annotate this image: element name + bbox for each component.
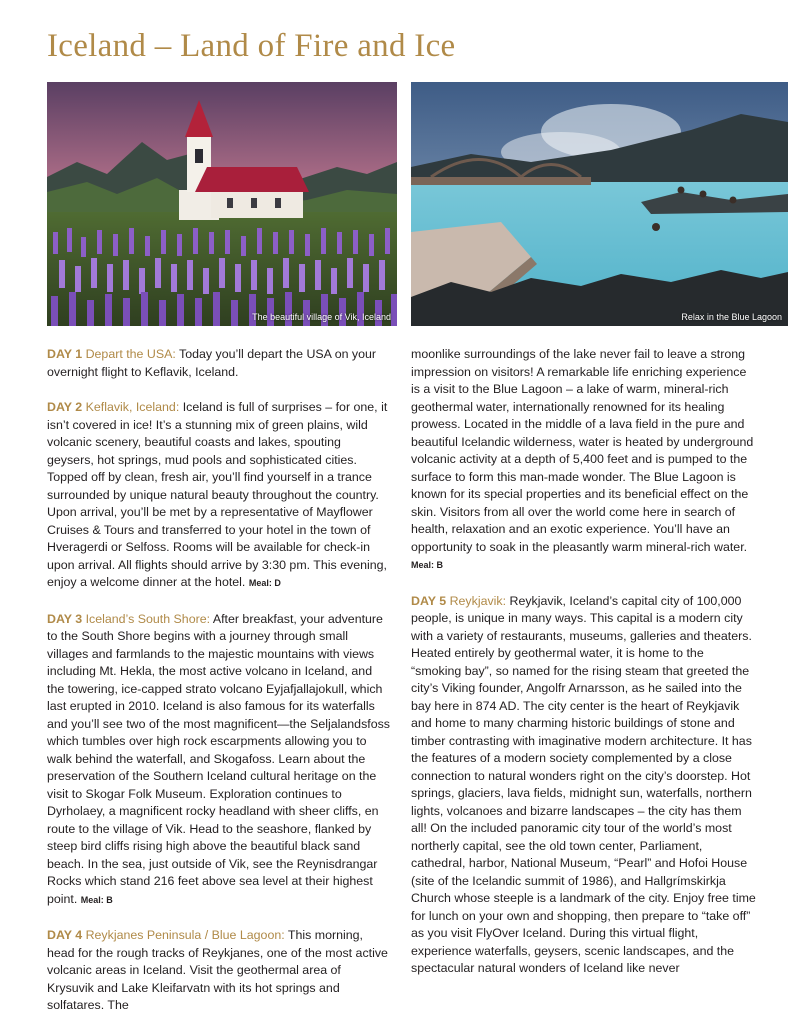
itinerary-day-2 — [47, 399, 390, 593]
day-body: Reykjavik, Iceland’s capital city of 100,000 people, is unique in many ways. This capital is a modern city with a variety of restaurants, museums, galleries and theaters. Heated entirely by geothermal water, it is home to the “smoking bay”, so named for the rising steam that greeted the city’s Viking founder, Angolfr Arnarsson, as he sailed into the bay here in 874 AD. The city center is the heart of Reykjavik and home to many charming historic buildings of stone and timber contrasting with imaginative modern architecture. It has the features of a modern society complemented by a close connection to natural wonders right on the city’s doorstep. Hot springs, glaciers, lava fields, midnight sun, waterfalls, northern lights, volcanoes and bizarre landscapes – the city has them all! On the included panoramic city tour of the world’s most northerly capital, see the old town center, Parliament, cathedral, harbor, National Museum, “Pearl” and Hofoi House (site of the Icelandic summit of 1986), and Hallgrímskirkja Church whose steeple is a landmark of the city. Enjoy free time for lunch on your own and shopping, then prepare to “take off” as you visit FlyOver Iceland. During this virtual flight, experience waterfalls, geysers, scenic landscapes, and the spectacular natural wonders of Iceland like never — [411, 593, 756, 975]
photo-caption: Relax in the Blue Lagoon — [681, 312, 782, 322]
day-title: Reykjavik: — [449, 593, 507, 608]
day-label: DAY 1 — [47, 347, 83, 361]
day-label: DAY 4 — [47, 928, 83, 942]
blue-lagoon-illustration — [411, 82, 788, 326]
day-body: Today you’ll depart the USA on your overnight flight to Keflavik, Iceland. — [47, 347, 377, 379]
meal-code: Meal: B — [411, 560, 444, 570]
itinerary-column-left — [47, 346, 390, 1033]
day-title: Keflavik, Iceland: — [85, 400, 180, 414]
day-title: Iceland’s South Shore: — [85, 611, 211, 626]
day-title: Reykjanes Peninsula / Blue Lagoon: — [85, 928, 285, 942]
itinerary-day-4-continued — [411, 346, 756, 575]
page-title: Iceland – Land of Fire and Ice — [47, 28, 456, 64]
day-label: DAY 5 — [411, 593, 447, 608]
day-label: DAY 2 — [47, 400, 83, 414]
day-body: Iceland is full of surprises – for one, it isn’t covered in ice! It’s a stunning mix of green plains, wild volcanic scenery, beautiful coasts and lakes, spouting geysers, hot springs, mud pools and sophisticated cities. Topped off by clean, fresh air, you’ll find yourself in a trance surrounded by unique natural beauty throughout the country. Upon arrival, you’ll be met by a representative of Mayflower Cruises & Tours and transferred to your hotel in the town of Hveragerdi or Selfoss. Rooms will be available for check-in upon arrival. All flights should arrive by 3:30 pm. This evening, enjoy a welcome dinner at the hotel. — [47, 400, 388, 589]
vik-church-illustration — [47, 82, 397, 326]
day-body: After breakfast, your adventure to the South Shore begins with a journey through small villages and farmlands to the majestic mountains with views including Mt. Hekla, the most active volcano in Iceland, and the towering, ice-capped strato volcano Eyjafjallajokull, which last erupted in 2010. Iceland is also famous for its waterfalls and you’ll see two of the most magnificent—the Seljalandsfoss which tumbles over high rock escarpments allowing you to walk behind the waterfall, and Skogafoss. Learn about the preservation of the Southern Iceland cultural heritage on the visit to Skogar Folk Museum. Exploration continues to Dyrholaey, a magnificent rocky headland with sheer cliffs, en route to the village of Vik. Head to the seashore, flanked by steep bird cliffs rising high above the beautiful black sand beach. In the sea, just outside of Vik, see the Reynisdrangar Rocks which stand 216 feet above sea level at their highest point. — [47, 611, 390, 906]
itinerary-day-5 — [411, 593, 756, 978]
meal-code: Meal: B — [80, 894, 113, 905]
itinerary-column-right — [411, 346, 756, 996]
day-label: DAY 3 — [47, 611, 83, 626]
itinerary-day-1 — [47, 346, 390, 381]
itinerary-day-3 — [47, 611, 390, 910]
photo-blue-lagoon — [411, 82, 788, 326]
meal-code: Meal: D — [248, 578, 281, 588]
day-body: This morning, head for the rough tracks of Reykjanes, one of the most active volcanic areas in Iceland. Visit the geothermal area of Krysuvik and Lake Kleifarvatn with its hot springs and solfatares. The — [47, 928, 388, 1012]
day-body: moonlike surroundings of the lake never fail to leave a strong impression on visitors! A remarkable life enriching experience is a visit to the Blue Lagoon – a lake of warm, mineral-rich geothermal water, internationally renowned for its healing prowess. Located in the middle of a lava field in the pure and beautiful Icelandic wilderness, water is heated by underground volcanic activity at a depth of 5,400 feet and is pumped to the surface to form this man-made wonder. The Blue Lagoon is known for its special properties and its beneficial effect on the skin. Visitors from all over the world come here in search of health, relaxation and an exotic experience. You’ll have an opportunity to soak in the pleasantly warm mineral-rich water. — [411, 347, 754, 554]
photo-caption: The beautiful village of Vik, Iceland — [252, 312, 391, 322]
photo-vik-church — [47, 82, 397, 326]
day-title: Depart the USA: — [85, 347, 176, 361]
itinerary-day-4 — [47, 927, 390, 1015]
